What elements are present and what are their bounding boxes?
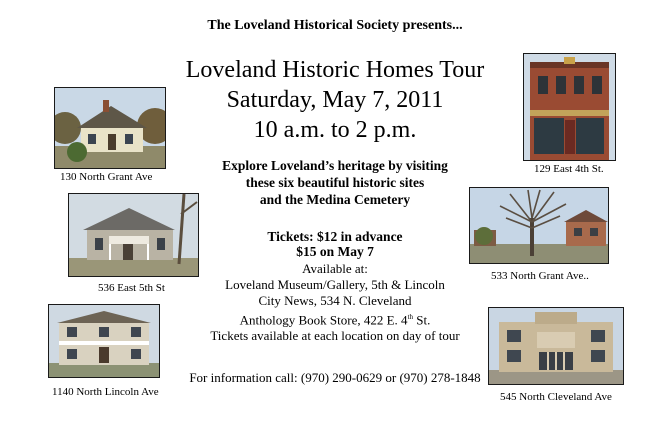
ticket-note: Tickets available at each location on day of tour bbox=[210, 328, 460, 344]
site-caption-130-north-grant: 130 North Grant Ave bbox=[60, 171, 153, 183]
site-caption-533-north-grant: 533 North Grant Ave.. bbox=[491, 270, 589, 282]
explore-line-3: and the Medina Cemetery bbox=[259, 192, 411, 207]
site-caption-536-east-5th: 536 East 5th St bbox=[98, 282, 165, 294]
available-at-label: Available at: bbox=[302, 261, 368, 276]
site-caption-545-north-cleveland: 545 North Cleveland Ave bbox=[500, 391, 612, 403]
site-caption-1140-north-lincoln: 1140 North Lincoln Ave bbox=[52, 386, 159, 398]
location-anthology: Anthology Book Store, 422 E. 4th St. bbox=[239, 312, 431, 328]
info-phone-line: For information call: (970) 290-0629 or (970) 278-1848 bbox=[189, 370, 481, 385]
location-museum: Loveland Museum/Gallery, 5th & Lincoln bbox=[225, 277, 445, 292]
site-caption-129-east-4th: 129 East 4th St. bbox=[534, 163, 604, 175]
ticket-advance-price: Tickets: $12 in advance bbox=[267, 229, 403, 244]
location-city-news: City News, 534 N. Cleveland bbox=[258, 293, 412, 308]
presenter-line: The Loveland Historical Society presents... bbox=[207, 18, 463, 33]
event-title: Loveland Historic Homes Tour bbox=[185, 57, 485, 83]
house-photo-1140-north-lincoln bbox=[48, 304, 160, 378]
ticket-locations bbox=[150, 261, 520, 344]
explore-text bbox=[150, 157, 520, 208]
explore-line-1: Explore Loveland’s heritage by visiting bbox=[222, 158, 448, 173]
site-photo-533-north-grant bbox=[469, 187, 609, 264]
building-photo-129-east-4th bbox=[523, 53, 616, 161]
ticket-door-price: $15 on May 7 bbox=[296, 244, 374, 259]
explore-line-2: these six beautiful historic sites bbox=[245, 175, 425, 190]
event-date: Saturday, May 7, 2011 bbox=[226, 87, 444, 113]
house-photo-130-north-grant bbox=[54, 87, 166, 169]
ticket-prices bbox=[150, 229, 520, 259]
house-photo-536-east-5th bbox=[68, 193, 199, 277]
building-photo-545-north-cleveland bbox=[488, 307, 624, 385]
event-time: 10 a.m. to 2 p.m. bbox=[253, 117, 417, 143]
